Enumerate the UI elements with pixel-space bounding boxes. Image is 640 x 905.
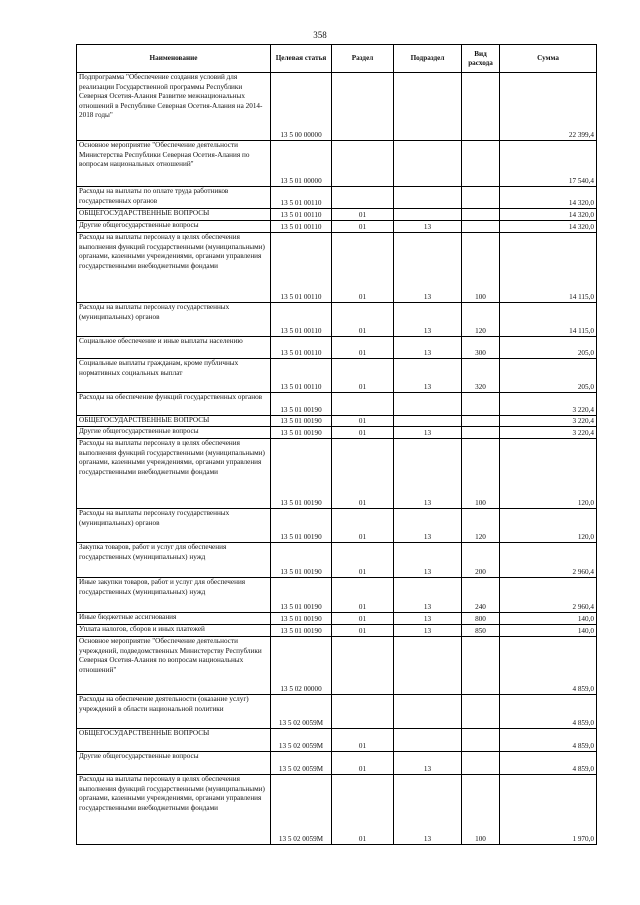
cell-amount: 14 115,0 — [500, 303, 597, 337]
cell-subsection: 13 — [394, 509, 462, 543]
cell-expense-type: 100 — [462, 775, 500, 845]
cell-amount: 205,0 — [500, 337, 597, 359]
cell-name: Основное мероприятие "Обеспечение деятельности учреждений, подведомственных Министерству Республики Северная Осетия-Алания по вопросам национальных отношений" — [77, 637, 271, 695]
cell-section: 01 — [332, 337, 394, 359]
cell-expense-type — [462, 221, 500, 233]
cell-expense-type: 100 — [462, 233, 500, 303]
cell-name: Подпрограмма "Обеспечение создания условий для реализации Государственной программы Республики Северная Осетия-Алания Развитие межнациональных отношений в Республике Северная Осетия-Алания на 2014-2018 годы" — [77, 73, 271, 141]
cell-amount: 205,0 — [500, 359, 597, 393]
cell-section: 01 — [332, 416, 394, 427]
cell-subsection: 13 — [394, 303, 462, 337]
cell-subsection: 13 — [394, 775, 462, 845]
cell-expense-type: 850 — [462, 625, 500, 637]
cell-target-article: 13 5 01 00190 — [271, 625, 332, 637]
cell-section: 01 — [332, 509, 394, 543]
cell-name: Закупка товаров, работ и услуг для обеспечения государственных (муниципальных) нужд — [77, 543, 271, 578]
cell-amount: 140,0 — [500, 613, 597, 625]
cell-amount: 3 220,4 — [500, 393, 597, 416]
cell-section: 01 — [332, 359, 394, 393]
cell-amount: 14 320,0 — [500, 187, 597, 209]
header-name: Наименование — [77, 45, 271, 73]
cell-amount: 4 859,0 — [500, 729, 597, 752]
cell-name: Иные бюджетные ассигнования — [77, 613, 271, 625]
cell-subsection — [394, 73, 462, 141]
cell-section: 01 — [332, 233, 394, 303]
cell-name: Расходы на выплаты персоналу государственных (муниципальных) органов — [77, 303, 271, 337]
cell-name: Уплата налогов, сборов и иных платежей — [77, 625, 271, 637]
cell-target-article: 13 5 00 00000 — [271, 73, 332, 141]
table-row — [77, 359, 597, 393]
cell-subsection: 13 — [394, 337, 462, 359]
cell-section: 01 — [332, 303, 394, 337]
cell-target-article: 13 5 02 0059М — [271, 695, 332, 729]
table-row — [77, 439, 597, 509]
header-subsection: Подраздел — [394, 45, 462, 73]
cell-target-article: 13 5 01 00190 — [271, 393, 332, 416]
cell-target-article: 13 5 02 0059М — [271, 775, 332, 845]
cell-target-article: 13 5 01 00190 — [271, 578, 332, 613]
cell-target-article: 13 5 01 00190 — [271, 543, 332, 578]
cell-target-article: 13 5 01 00190 — [271, 416, 332, 427]
cell-name: ОБЩЕГОСУДАРСТВЕННЫЕ ВОПРОСЫ — [77, 416, 271, 427]
cell-section — [332, 73, 394, 141]
cell-expense-type: 240 — [462, 578, 500, 613]
cell-expense-type — [462, 637, 500, 695]
table-row — [77, 695, 597, 729]
cell-expense-type: 320 — [462, 359, 500, 393]
cell-amount: 4 859,0 — [500, 752, 597, 775]
cell-subsection: 13 — [394, 752, 462, 775]
table-row — [77, 221, 597, 233]
cell-target-article: 13 5 01 00190 — [271, 509, 332, 543]
cell-target-article: 13 5 01 00190 — [271, 613, 332, 625]
page-number: 358 — [313, 30, 327, 40]
cell-subsection: 13 — [394, 613, 462, 625]
cell-name: ОБЩЕГОСУДАРСТВЕННЫЕ ВОПРОСЫ — [77, 729, 271, 752]
cell-subsection: 13 — [394, 427, 462, 439]
header-amount: Сумма — [500, 45, 597, 73]
cell-expense-type — [462, 209, 500, 221]
cell-subsection: 13 — [394, 625, 462, 637]
cell-name: Расходы на выплаты персоналу в целях обеспечения выполнения функций государственными (муниципальными) органами, казенными учреждениями, органами управления государственными внебюджетными фондами — [77, 233, 271, 303]
cell-amount: 14 320,0 — [500, 209, 597, 221]
cell-name: Расходы на выплаты по оплате труда работников государственных органов — [77, 187, 271, 209]
cell-amount: 2 960,4 — [500, 543, 597, 578]
cell-expense-type — [462, 695, 500, 729]
table-row — [77, 303, 597, 337]
cell-name: Расходы на выплаты персоналу в целях обеспечения выполнения функций государственными (муниципальными) органами, казенными учреждениями, органами управления государственными внебюджетными фондами — [77, 439, 271, 509]
cell-amount: 3 220,4 — [500, 416, 597, 427]
cell-name: Расходы на выплаты персоналу в целях обеспечения выполнения функций государственными (муниципальными) органами, казенными учреждениями, органами управления государственными внебюджетными фондами — [77, 775, 271, 845]
cell-subsection: 13 — [394, 359, 462, 393]
table-row — [77, 73, 597, 141]
cell-target-article: 13 5 02 0059М — [271, 752, 332, 775]
cell-expense-type — [462, 752, 500, 775]
cell-target-article: 13 5 01 00110 — [271, 187, 332, 209]
cell-name: Расходы на обеспечение деятельности (оказание услуг) учреждений в области национальной политики — [77, 695, 271, 729]
cell-section: 01 — [332, 613, 394, 625]
cell-subsection: 13 — [394, 233, 462, 303]
table-row — [77, 613, 597, 625]
table-row — [77, 233, 597, 303]
cell-section: 01 — [332, 775, 394, 845]
cell-target-article: 13 5 02 0059М — [271, 729, 332, 752]
cell-section: 01 — [332, 578, 394, 613]
cell-name: Расходы на выплаты персоналу государственных (муниципальных) органов — [77, 509, 271, 543]
cell-section: 01 — [332, 752, 394, 775]
table-row — [77, 393, 597, 416]
table-row — [77, 187, 597, 209]
cell-name: Основное мероприятие "Обеспечение деятельности Министерства Республики Северная Осетия-Алания по вопросам национальных отношений" — [77, 141, 271, 187]
cell-subsection — [394, 729, 462, 752]
table-row — [77, 209, 597, 221]
cell-name: Иные закупки товаров, работ и услуг для обеспечения государственных (муниципальных) нужд — [77, 578, 271, 613]
cell-target-article: 13 5 02 00000 — [271, 637, 332, 695]
table-row — [77, 625, 597, 637]
cell-target-article: 13 5 01 00110 — [271, 303, 332, 337]
cell-target-article: 13 5 01 00110 — [271, 233, 332, 303]
cell-subsection — [394, 393, 462, 416]
table-header-row — [77, 45, 597, 73]
table-row — [77, 416, 597, 427]
cell-subsection: 13 — [394, 221, 462, 233]
cell-expense-type — [462, 427, 500, 439]
cell-target-article: 13 5 01 00000 — [271, 141, 332, 187]
cell-subsection — [394, 209, 462, 221]
cell-expense-type — [462, 729, 500, 752]
table-row — [77, 752, 597, 775]
cell-amount: 2 960,4 — [500, 578, 597, 613]
cell-expense-type: 120 — [462, 303, 500, 337]
header-section: Раздел — [332, 45, 394, 73]
cell-expense-type: 120 — [462, 509, 500, 543]
table-row — [77, 578, 597, 613]
cell-name: ОБЩЕГОСУДАРСТВЕННЫЕ ВОПРОСЫ — [77, 209, 271, 221]
table-row — [77, 637, 597, 695]
cell-expense-type: 800 — [462, 613, 500, 625]
cell-subsection: 13 — [394, 578, 462, 613]
cell-name: Социальное обеспечение и иные выплаты населению — [77, 337, 271, 359]
cell-section: 01 — [332, 221, 394, 233]
cell-name: Другие общегосударственные вопросы — [77, 752, 271, 775]
cell-name: Другие общегосударственные вопросы — [77, 427, 271, 439]
cell-expense-type — [462, 141, 500, 187]
cell-target-article: 13 5 01 00190 — [271, 439, 332, 509]
cell-expense-type — [462, 73, 500, 141]
cell-section — [332, 141, 394, 187]
table-row — [77, 775, 597, 845]
cell-section — [332, 393, 394, 416]
cell-section: 01 — [332, 209, 394, 221]
cell-expense-type — [462, 393, 500, 416]
cell-subsection — [394, 637, 462, 695]
header-target-article: Целевая статья — [271, 45, 332, 73]
cell-amount: 120,0 — [500, 509, 597, 543]
table-row — [77, 427, 597, 439]
cell-section — [332, 637, 394, 695]
table-body — [77, 73, 597, 845]
budget-table — [76, 44, 597, 845]
cell-target-article: 13 5 01 00110 — [271, 209, 332, 221]
cell-amount: 1 970,0 — [500, 775, 597, 845]
cell-subsection: 13 — [394, 439, 462, 509]
cell-amount: 120,0 — [500, 439, 597, 509]
table-row — [77, 729, 597, 752]
table-row — [77, 543, 597, 578]
cell-expense-type: 100 — [462, 439, 500, 509]
cell-subsection — [394, 141, 462, 187]
cell-amount: 140,0 — [500, 625, 597, 637]
cell-amount: 22 399,4 — [500, 73, 597, 141]
table-row — [77, 337, 597, 359]
cell-amount: 3 220,4 — [500, 427, 597, 439]
cell-expense-type: 300 — [462, 337, 500, 359]
cell-section: 01 — [332, 439, 394, 509]
table-row — [77, 141, 597, 187]
cell-name: Расходы на обеспечение функций государственных органов — [77, 393, 271, 416]
cell-target-article: 13 5 01 00110 — [271, 337, 332, 359]
cell-section: 01 — [332, 543, 394, 578]
cell-section: 01 — [332, 427, 394, 439]
cell-amount: 4 859,0 — [500, 637, 597, 695]
cell-section — [332, 187, 394, 209]
cell-target-article: 13 5 01 00110 — [271, 359, 332, 393]
cell-section: 01 — [332, 625, 394, 637]
header-expense-type: Вид расхода — [462, 45, 500, 73]
cell-amount: 17 540,4 — [500, 141, 597, 187]
cell-amount: 14 115,0 — [500, 233, 597, 303]
cell-target-article: 13 5 01 00190 — [271, 427, 332, 439]
cell-amount: 14 320,0 — [500, 221, 597, 233]
cell-subsection: 13 — [394, 543, 462, 578]
cell-name: Социальные выплаты гражданам, кроме публичных нормативных социальных выплат — [77, 359, 271, 393]
cell-expense-type — [462, 416, 500, 427]
cell-subsection — [394, 416, 462, 427]
cell-subsection — [394, 187, 462, 209]
cell-section: 01 — [332, 729, 394, 752]
cell-name: Другие общегосударственные вопросы — [77, 221, 271, 233]
table-row — [77, 509, 597, 543]
cell-expense-type — [462, 187, 500, 209]
cell-target-article: 13 5 01 00110 — [271, 221, 332, 233]
cell-amount: 4 859,0 — [500, 695, 597, 729]
cell-section — [332, 695, 394, 729]
cell-subsection — [394, 695, 462, 729]
cell-expense-type: 200 — [462, 543, 500, 578]
